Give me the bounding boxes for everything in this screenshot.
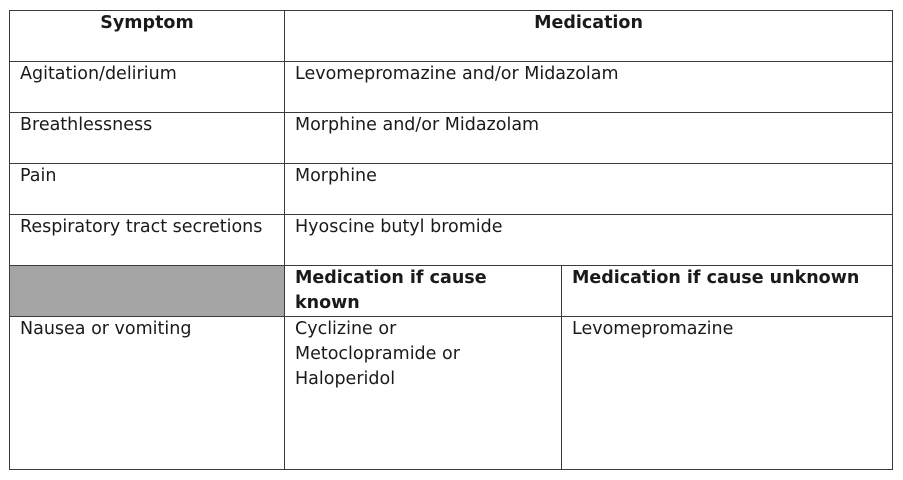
medication-cell: Hyoscine butyl bromide [285, 215, 893, 266]
symptom-cell: Respiratory tract secretions [10, 215, 285, 266]
subheader-row [10, 266, 893, 317]
symptom-cell: Breathlessness [10, 113, 285, 164]
medication-known-cell [285, 317, 562, 470]
table-row [10, 62, 893, 113]
symptom-cell-nausea: Nausea or vomiting [10, 317, 285, 470]
subheader-cause-known: Medication if cause known [285, 266, 562, 317]
medication-cell: Morphine and/or Midazolam [285, 113, 893, 164]
medication-cell: Morphine [285, 164, 893, 215]
medication-cell: Levomepromazine and/or Midazolam [285, 62, 893, 113]
table-row [10, 215, 893, 266]
medication-known-line: Haloperidol [295, 369, 396, 389]
subheader-cause-unknown: Medication if cause unknown [562, 266, 893, 317]
table-header-row [10, 11, 893, 62]
symptom-cell: Pain [10, 164, 285, 215]
table-row [10, 113, 893, 164]
header-medication: Medication [285, 11, 893, 62]
symptom-cell: Agitation/delirium [10, 62, 285, 113]
medication-unknown-cell: Levomepromazine [562, 317, 893, 470]
nausea-row [10, 317, 893, 470]
shaded-blank-cell [10, 266, 285, 317]
medication-known-line: Cyclizine or [295, 319, 397, 339]
medication-known-line: Metoclopramide or [295, 344, 460, 364]
header-symptom: Symptom [10, 11, 285, 62]
table-row [10, 164, 893, 215]
symptom-medication-table [9, 10, 893, 470]
